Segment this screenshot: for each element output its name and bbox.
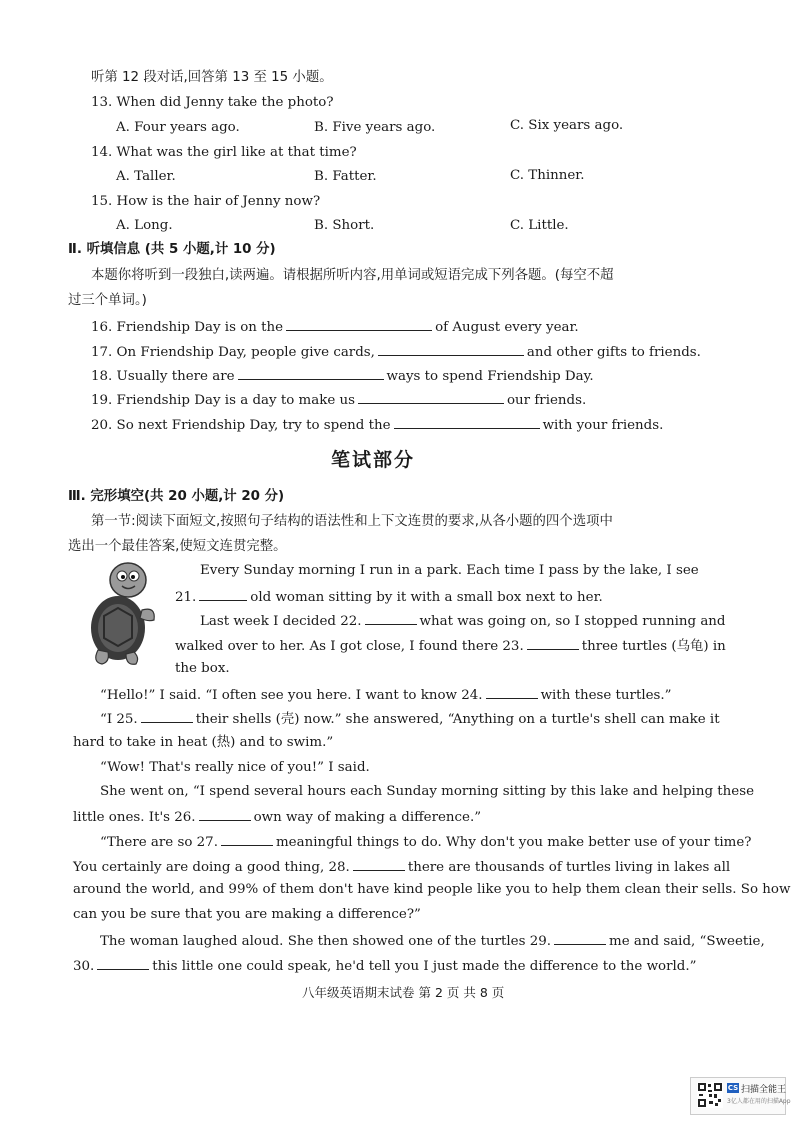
written-part-title: 笔试部分: [331, 449, 416, 471]
passage-text: “Hello!” I said. “I often see you here. I want to know 24.: [100, 688, 483, 703]
fill-item-20: [91, 416, 663, 434]
passage-line: the box.: [175, 661, 230, 676]
passage-text: walked over to her. As I got close, I found there 23.: [175, 639, 524, 654]
answer-blank[interactable]: [141, 710, 193, 723]
question-13: 13. When did Jenny take the photo?: [91, 95, 334, 110]
passage-line: hard to take in heat (热) and to swim.”: [73, 735, 334, 750]
fill-item-17: [91, 343, 701, 361]
qr-code-icon: [697, 1082, 723, 1108]
section-2-instructions: 本题你将听到一段独白,读两遍。请根据所听内容,用单词或短语完成下列各题。(每空不超: [91, 268, 614, 283]
passage-text: Last week I decided 22.: [200, 614, 362, 629]
item-text: of August every year.: [435, 320, 579, 335]
scanner-label: 扫描全能王: [741, 1085, 787, 1095]
question-15: 15. How is the hair of Jenny now?: [91, 194, 321, 209]
passage-text: this little one could speak, he'd tell you I just made the difference to the world.”: [152, 959, 697, 974]
passage-line: “Wow! That's really nice of you!” I said.: [100, 760, 370, 775]
passage-text: own way of making a difference.”: [253, 810, 482, 825]
scanner-logo: CS: [727, 1084, 739, 1092]
passage-line: can you be sure that you are making a difference?”: [73, 907, 421, 922]
passage-line: [73, 957, 696, 975]
passage-line: She went on, “I spend several hours each Sunday morning sitting by this lake and helping these: [100, 784, 755, 799]
passage-text: “I 25.: [100, 712, 138, 727]
answer-blank[interactable]: [221, 833, 273, 846]
item-text: and other gifts to friends.: [526, 345, 701, 360]
passage-text: “There are so 27.: [100, 835, 218, 850]
section-3-heading: Ⅲ. 完形填空(共 20 小题,计 20 分): [68, 489, 285, 504]
passage-text: The woman laughed aloud. She then showed one of the turtles 29.: [100, 934, 552, 949]
item-text: ways to spend Friendship Day.: [386, 369, 594, 384]
blank-number: 21.: [175, 590, 197, 605]
passage-text: three turtles (乌龟) in: [581, 639, 726, 654]
passage-line: Every Sunday morning I run in a park. Each time I pass by the lake, I see: [200, 563, 699, 578]
answer-blank[interactable]: [358, 391, 504, 404]
option-13b: B. Five years ago.: [314, 120, 436, 135]
passage-text: with these turtles.”: [540, 688, 672, 703]
answer-blank[interactable]: [378, 343, 524, 356]
passage-text: little ones. It's 26.: [73, 810, 196, 825]
option-14b: B. Fatter.: [314, 169, 377, 184]
passage-line: around the world, and 99% of them don't have kind people like you to help them clean their sells. So how: [73, 882, 791, 897]
fill-item-16: [91, 318, 579, 336]
answer-blank[interactable]: [365, 612, 417, 625]
answer-blank[interactable]: [199, 808, 251, 821]
passage-line: [73, 808, 481, 826]
item-text: with your friends.: [542, 418, 664, 433]
item-text: 18. Usually there are: [91, 369, 235, 384]
passage-line: [73, 858, 730, 876]
answer-blank[interactable]: [353, 858, 405, 871]
turtle-illustration: [82, 558, 160, 668]
passage-line: [175, 588, 603, 606]
section-3-instructions: 第一节:阅读下面短文,按照句子结构的语法性和上下文连贯的要求,从各小题的四个选项中: [91, 514, 613, 529]
passage-line: [100, 686, 672, 704]
passage-text: old woman sitting by it with a small box next to her.: [250, 590, 603, 605]
blank-number: 30.: [73, 959, 95, 974]
scanner-subtitle: 3亿人都在用的扫描App: [727, 1098, 791, 1105]
option-14a: A. Taller.: [116, 169, 176, 184]
item-text: 17. On Friendship Day, people give cards,: [91, 345, 375, 360]
section-2-instructions-cont: 过三个单词。): [68, 293, 147, 308]
passage-line: [100, 833, 751, 851]
fill-item-19: [91, 391, 586, 409]
option-14c: C. Thinner.: [510, 168, 585, 183]
passage-text: me and said, “Sweetie,: [609, 934, 765, 949]
answer-blank[interactable]: [527, 637, 579, 650]
answer-blank[interactable]: [486, 686, 538, 699]
passage-text: their shells (壳) now.” she answered, “Anything on a turtle's shell can make it: [195, 712, 720, 727]
section-3-instructions-cont: 选出一个最佳答案,使短文连贯完整。: [68, 539, 287, 554]
passage-text: You certainly are doing a good thing, 28.: [73, 860, 350, 875]
answer-blank[interactable]: [394, 416, 540, 429]
item-text: 20. So next Friendship Day, try to spend the: [91, 418, 391, 433]
answer-blank[interactable]: [97, 957, 149, 970]
section-2-heading: Ⅱ. 听填信息 (共 5 小题,计 10 分): [68, 242, 276, 257]
item-text: our friends.: [507, 393, 587, 408]
page-footer: 八年级英语期末试卷 第 2 页 共 8 页: [302, 985, 505, 1000]
passage-text: there are thousands of turtles living in lakes all: [407, 860, 731, 875]
question-14: 14. What was the girl like at that time?: [91, 145, 357, 160]
item-text: 16. Friendship Day is on the: [91, 320, 284, 335]
scanner-watermark: [690, 1077, 791, 1115]
conversation-intro: 听第 12 段对话,回答第 13 至 15 小题。: [91, 70, 333, 85]
passage-line: [200, 612, 726, 630]
passage-line: [100, 932, 765, 950]
option-13c: C. Six years ago.: [510, 118, 624, 133]
passage-line: [100, 710, 720, 728]
passage-line: [175, 637, 726, 655]
option-15a: A. Long.: [116, 218, 173, 233]
answer-blank[interactable]: [286, 318, 432, 331]
item-text: 19. Friendship Day is a day to make us: [91, 393, 355, 408]
option-15b: B. Short.: [314, 218, 375, 233]
passage-text: what was going on, so I stopped running and: [419, 614, 726, 629]
answer-blank[interactable]: [199, 588, 247, 601]
answer-blank[interactable]: [238, 367, 384, 380]
fill-item-18: [91, 367, 594, 385]
option-15c: C. Little.: [510, 218, 569, 233]
option-13a: A. Four years ago.: [116, 120, 240, 135]
answer-blank[interactable]: [554, 932, 606, 945]
passage-text: meaningful things to do. Why don't you make better use of your time?: [275, 835, 752, 850]
